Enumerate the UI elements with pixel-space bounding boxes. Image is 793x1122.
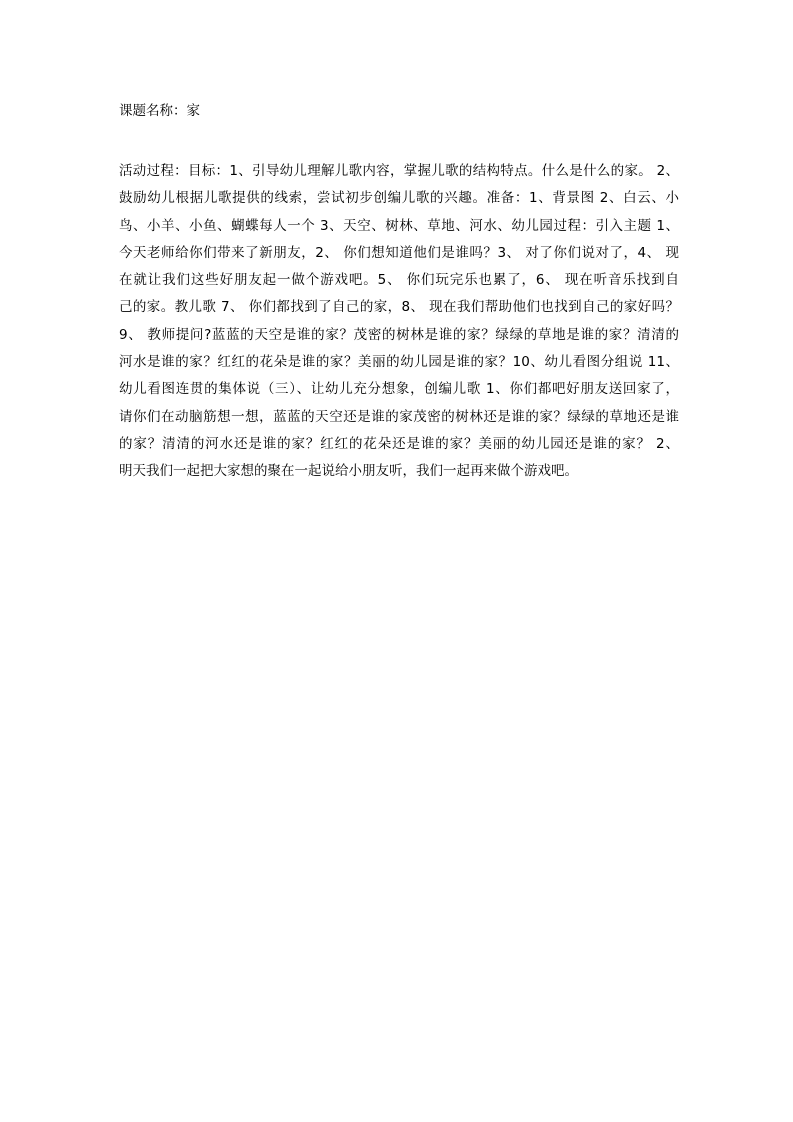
body-line: 己的家。教儿歌 7、 你们都找到了自己的家，8、 现在我们帮助他们也找到自己的家好吗？ bbox=[119, 299, 679, 316]
body-line: 今天老师给你们带来了新朋友，2、 你们想知道他们是谁吗？3、 对了你们说对了，4、 现 bbox=[119, 244, 679, 261]
body-line: 幼儿看图连贯的集体说（三）、让幼儿充分想象，创编儿歌 1、你们都吧好朋友送回家了， bbox=[119, 381, 679, 398]
body-line: 活动过程：目标：1、引导幼儿理解儿歌内容，掌握儿歌的结构特点。什么是什么的家。 2、 bbox=[119, 163, 679, 179]
body-line: 鼓励幼儿根据儿歌提供的线索，尝试初步创编儿歌的兴趣。准备：1、背景图 2、白云、小 bbox=[119, 190, 679, 207]
body-line: 在就让我们这些好朋友起一做个游戏吧。5、 你们玩完乐也累了，6、 现在听音乐找到自 bbox=[119, 272, 679, 289]
body-line: 请你们在动脑筋想一想，蓝蓝的天空还是谁的家茂密的树林还是谁的家？绿绿的草地还是谁 bbox=[119, 408, 679, 425]
body-line: 明天我们一起把大家想的聚在一起说给小朋友听，我们一起再来做个游戏吧。 bbox=[119, 463, 578, 480]
document-title: 课题名称：家 bbox=[119, 103, 200, 119]
body-line: 的家？清清的河水还是谁的家？红红的花朵还是谁的家？美丽的幼儿园还是谁的家？ 2、 bbox=[119, 435, 679, 452]
body-line: 9、 教师提问?蓝蓝的天空是谁的家？茂密的树林是谁的家？绿绿的草地是谁的家？清清的 bbox=[119, 326, 679, 343]
document-body bbox=[119, 158, 679, 486]
body-line: 河水是谁的家？红红的花朵是谁的家？美丽的幼儿园是谁的家？10、幼儿看图分组说 11、 bbox=[119, 354, 679, 371]
body-line: 鸟、小羊、小鱼、蝴蝶每人一个 3、天空、树林、草地、河水、幼儿园过程：引入主题 1、 bbox=[119, 217, 679, 234]
